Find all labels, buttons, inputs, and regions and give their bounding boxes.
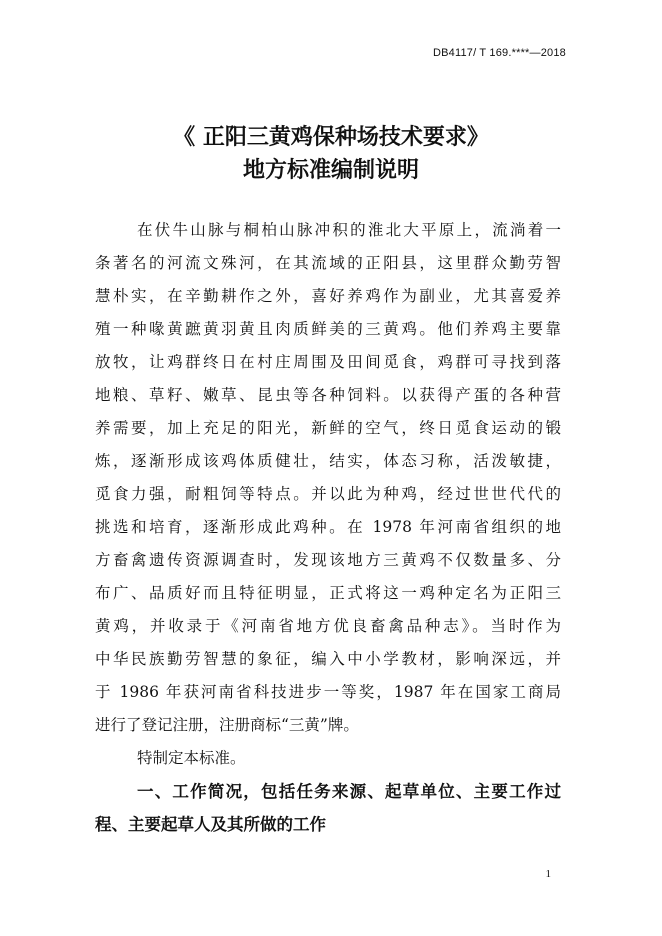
text-line: 挑选和培育，逐渐形成此鸡种。在 1978 年河南省组织的地 [95, 518, 561, 536]
text-line: 条著名的河流文殊河，在其流域的正阳县，这里群众勤劳智 [95, 254, 561, 272]
document-title: 《 正阳三黄鸡保种场技术要求》 [173, 125, 489, 150]
text-line: 在伏牛山脉与桐柏山脉冲积的淮北大平原上，流淌着一 [137, 221, 561, 239]
text-line: 殖一种喙黄蹠黄羽黄且肉质鲜美的三黄鸡。他们养鸡主要靠 [95, 320, 561, 338]
document-subtitle: 地方标准编制说明 [242, 158, 419, 183]
text-line: 中华民族勤劳智慧的象征，编入中小学教材，影响深远，并 [95, 650, 561, 668]
text-line: 黄鸡，并收录于《河南省地方优良畜禽品种志》。当时作为 [95, 617, 561, 635]
intro-paragraph [95, 214, 561, 742]
text-line: 觅食力强，耐粗饲等特点。并以此为种鸡，经过世世代代的 [95, 485, 561, 503]
section-heading-line: 一、工作简况，包括任务来源、起草单位、主要工作过 [137, 782, 561, 801]
text-line: 于 1986 年获河南省科技进步一等奖，1987 年在国家工商局 [95, 683, 561, 701]
text-line: 地粮、草籽、嫩草、昆虫等各种饲料。以获得产蛋的各种营 [95, 386, 561, 404]
document-code: DB4117/ T 169.****—2018 [432, 47, 566, 59]
section-heading [95, 775, 561, 841]
page-number: 1 [545, 868, 551, 880]
text-line: 炼，逐渐形成该鸡体质健壮，结实，体态习称，活泼敏捷， [95, 452, 561, 470]
text-line: 布广、品质好而且特征明显，正式将这一鸡种定名为正阳三 [95, 584, 561, 602]
text-line: 进行了登记注册，注册商标“三黄”牌。 [95, 716, 359, 734]
text-line: 慧朴实，在辛勤耕作之外，喜好养鸡作为副业，尤其喜爱养 [95, 287, 561, 305]
text-line: 方畜禽遗传资源调查时，发现该地方三黄鸡不仅数量多、分 [95, 551, 561, 569]
text-line: 放牧，让鸡群终日在村庄周围及田间觅食，鸡群可寻找到落 [95, 353, 561, 371]
document-body [95, 214, 561, 841]
text-line: 养需要，加上充足的阳光，新鲜的空气，终日觅食运动的锻 [95, 419, 561, 437]
section-heading-line: 程、主要起草人及其所做的工作 [95, 815, 326, 834]
statement-paragraph: 特制定本标准。 [137, 749, 246, 767]
